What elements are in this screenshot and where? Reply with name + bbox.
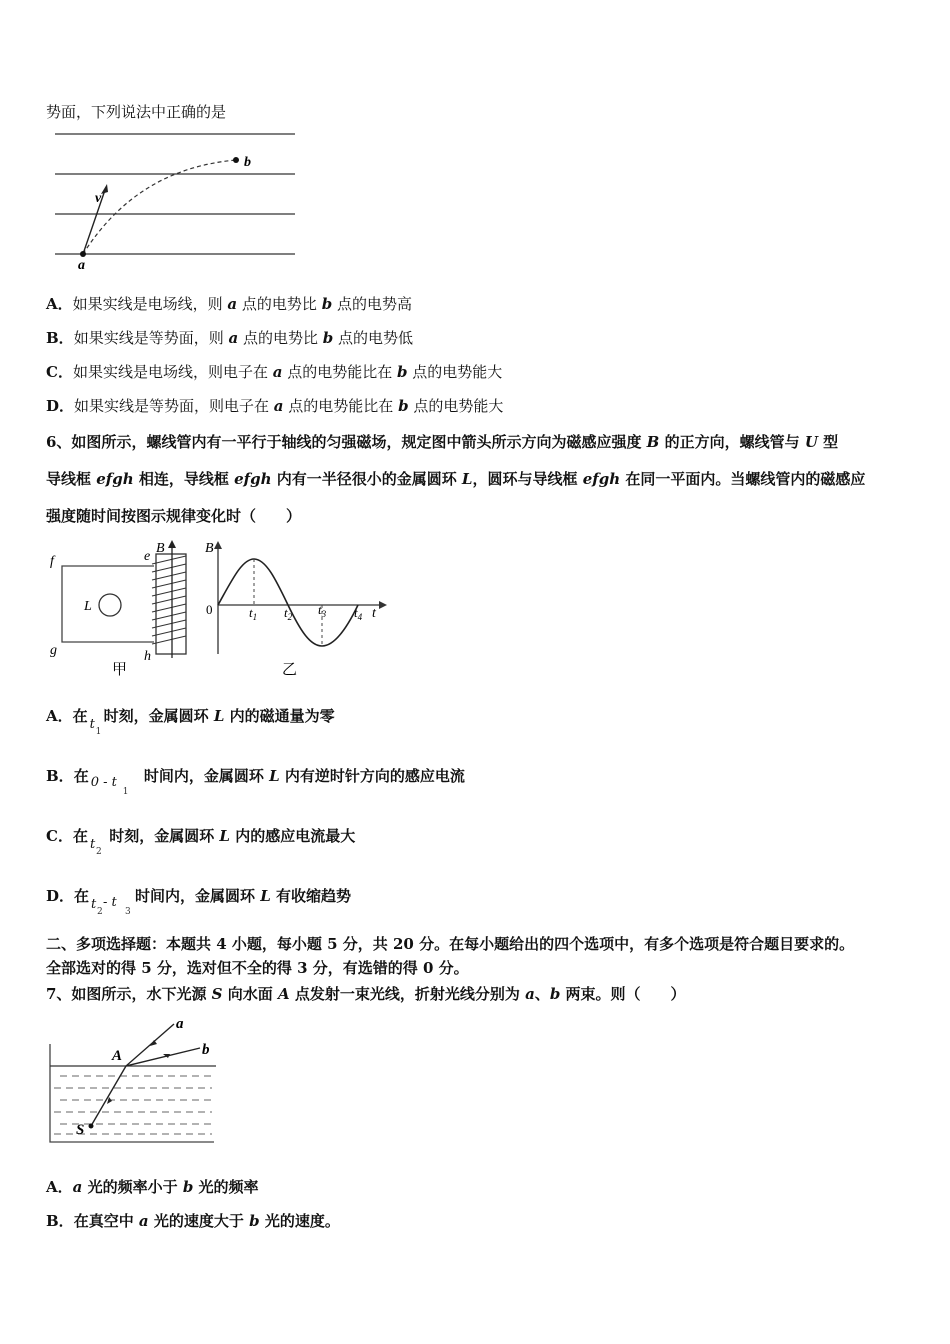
point-a	[80, 251, 86, 257]
label-g: g	[50, 643, 57, 658]
q6-stem-line2: 导线框 efgh 相连，导线框 efgh 内有一半径很小的金属圆环 L，圆环与导线框 efgh 在同一平面内。当螺线管内的磁感应	[46, 470, 866, 488]
ray-a-arrowhead	[150, 1040, 157, 1046]
label-B: B	[205, 541, 214, 556]
label-b: b	[244, 155, 251, 170]
math-t2: t	[91, 897, 97, 912]
q6-option-b[interactable]: B．在 0 - t 1 时间内，金属圆环 L 内有逆时针方向的感应电流	[46, 767, 465, 797]
q6-option-a[interactable]: A．在 t 1 时刻，金属圆环 L 内的磁通量为零	[46, 707, 335, 737]
u-wire-frame	[62, 566, 154, 642]
option-text: 点的电势比	[237, 295, 322, 313]
section2-heading-line2: 全部选对的得 5 分，选对但不全的得 3 分，有选错的得 0 分。	[46, 959, 469, 977]
label-B: B	[156, 541, 165, 556]
option-text: 点的电势比	[238, 329, 323, 347]
option-text: 如果实线是电场线，则电子在	[72, 363, 273, 381]
label-L: L	[84, 599, 92, 614]
option-letter: D．	[46, 397, 75, 415]
solenoid-body	[156, 554, 186, 654]
label-v: v	[95, 191, 102, 206]
label-S: S	[76, 1122, 85, 1138]
var-a: a	[273, 397, 284, 415]
label-A: A	[112, 1048, 123, 1064]
velocity-arrow	[83, 190, 105, 254]
option-text: 点的电势能比在	[283, 397, 399, 415]
q6-figure-yi	[202, 536, 392, 682]
option-text: 点的电势能大	[407, 363, 503, 381]
q7-stem: 7、如图所示，水下光源 S 向水面 A 点发射一束光线，折射光线分别为 a、b 两束。则（ ）	[46, 985, 686, 1003]
tick-t2: $t_2$	[284, 605, 293, 622]
option-letter: A．	[46, 295, 73, 313]
label-a: a	[78, 258, 85, 273]
q7-figure	[46, 1010, 226, 1148]
var-a: a	[227, 295, 238, 313]
b-axis-arrowhead	[214, 541, 222, 549]
q5-figure	[50, 126, 300, 274]
label-t-axis: t	[372, 606, 376, 621]
var-b: b	[321, 295, 333, 313]
var-a: a	[272, 363, 283, 381]
var-a: a	[228, 329, 239, 347]
caption-jia: 甲	[112, 662, 128, 678]
option-text: 如果实线是等势面，则	[73, 329, 229, 347]
q5-stem-tail: 势面，下列说法中正确的是	[46, 103, 227, 121]
tick-t1: $t_1$	[249, 605, 258, 622]
label-b: b	[202, 1042, 210, 1058]
option-text: 如果实线是电场线，则	[72, 295, 228, 313]
q6-stem-line3: 强度随时间按图示规律变化时（ ）	[46, 507, 302, 525]
option-letter: B．	[46, 329, 74, 347]
label-f: f	[50, 554, 54, 569]
field-arrowhead	[168, 540, 176, 548]
q6-stem-line1: 6、如图所示，螺线管内有一平行于轴线的匀强磁场，规定图中箭头所示方向为磁感应强度 B 的正方向，螺线管与 U 型	[46, 433, 839, 451]
label-e: e	[144, 549, 151, 564]
label-origin: 0	[206, 602, 213, 617]
section2-heading-line1: 二、多项选择题：本题共 4 小题，每小题 5 分，共 20 分。在每小题给出的四个选项中，有多个选项是符合题目要求的。	[46, 935, 855, 953]
math-range: 0 - t	[90, 775, 117, 790]
light-source-s	[89, 1124, 94, 1129]
label-h: h	[144, 649, 151, 664]
q6-figure-jia	[46, 538, 206, 680]
option-text: 点的电势高	[332, 295, 412, 313]
option-text: 点的电势低	[333, 329, 414, 347]
var-b: b	[397, 363, 408, 381]
q5-option-d[interactable]	[46, 396, 503, 416]
tick-t3: $t_3$	[318, 602, 327, 619]
q7-option-a[interactable]: A．a 光的频率小于 b 光的频率	[46, 1178, 259, 1196]
math-t: t	[89, 837, 96, 852]
q7-option-b[interactable]: B．在真空中 a 光的速度大于 b 光的速度。	[46, 1212, 340, 1230]
incident-ray	[91, 1066, 126, 1126]
caption-yi: 乙	[282, 662, 298, 678]
q5-option-a[interactable]	[46, 294, 412, 314]
point-b	[233, 157, 239, 163]
tick-t4: $t_4$	[354, 605, 363, 622]
sine-curve	[218, 559, 358, 646]
q5-option-b[interactable]	[46, 328, 413, 348]
q6-option-d[interactable]: D．在 t 2 - t 3 时间内，金属圆环 L 有收缩趋势	[46, 887, 352, 917]
q6-option-c[interactable]: C．在 t 2 时刻，金属圆环 L 内的感应电流最大	[46, 827, 356, 857]
math-t: t	[89, 717, 95, 732]
var-b: b	[322, 329, 334, 347]
option-text: 如果实线是等势面，则电子在	[74, 397, 274, 415]
label-a: a	[176, 1016, 184, 1032]
q5-option-c[interactable]	[46, 362, 502, 382]
metal-ring	[99, 594, 121, 616]
velocity-arrowhead	[101, 184, 108, 194]
option-text: 点的电势能大	[408, 397, 504, 415]
option-text: 点的电势能比在	[282, 363, 398, 381]
option-letter: C．	[46, 363, 73, 381]
t-axis-arrowhead	[379, 601, 387, 609]
var-b: b	[398, 397, 409, 415]
math-t3: - t	[103, 895, 117, 910]
tank-outline	[50, 1044, 214, 1142]
